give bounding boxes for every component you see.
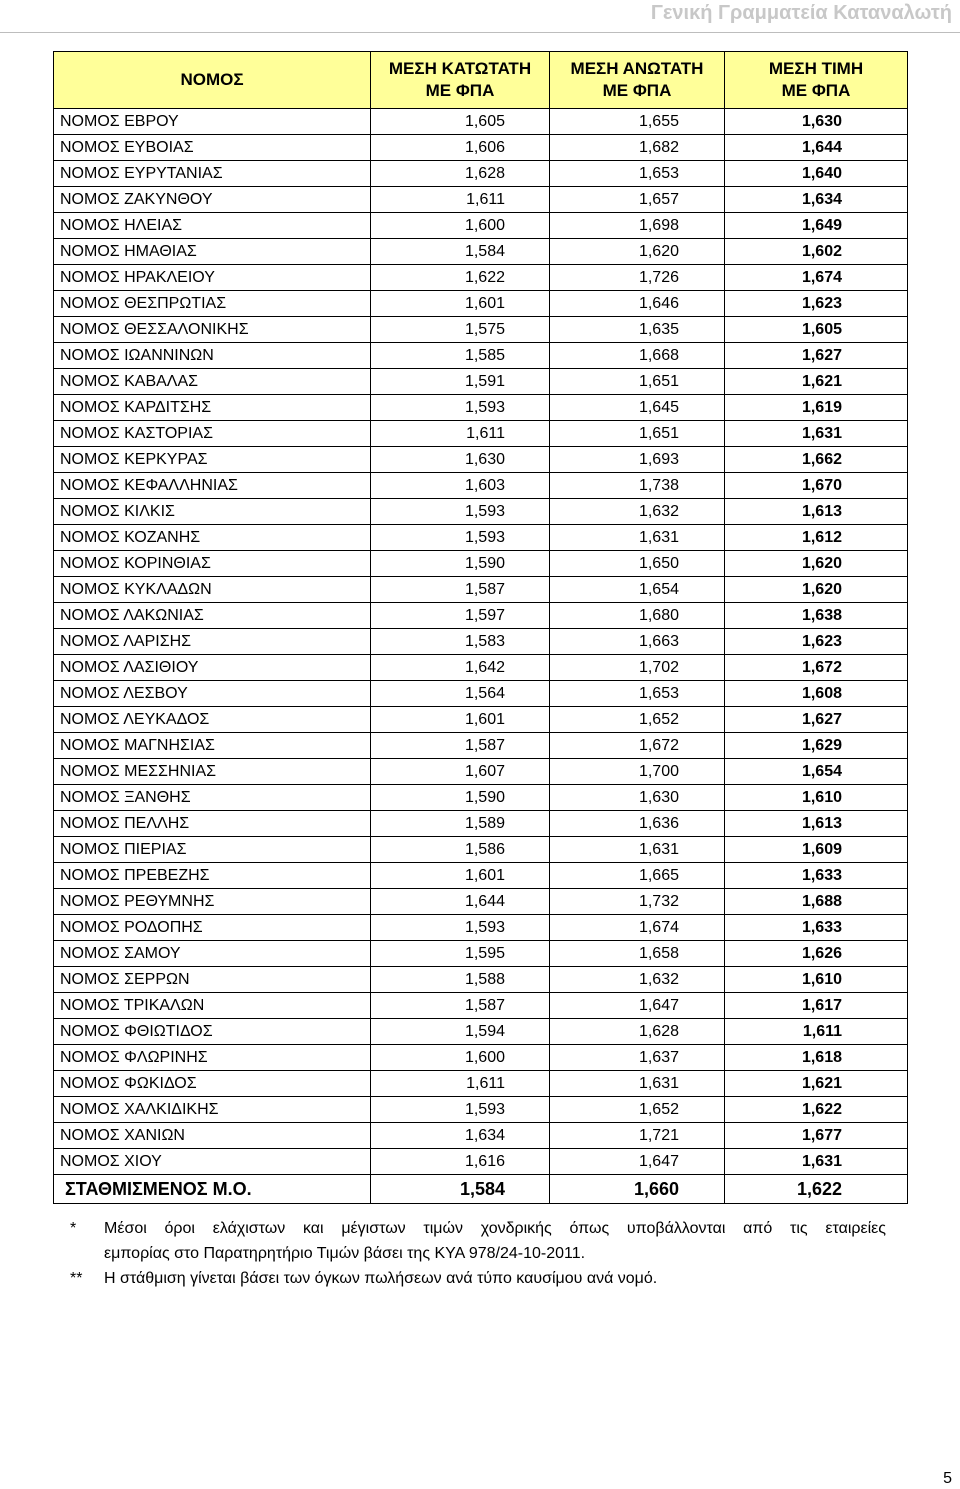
cell-avg: 1,612 [725,525,908,551]
cell-max: 1,650 [550,551,725,577]
cell-avg: 1,613 [725,499,908,525]
table-row [54,577,908,603]
cell-max: 1,732 [550,889,725,915]
table-row [54,239,908,265]
cell-avg: 1,670 [725,473,908,499]
cell-max: 1,672 [550,733,725,759]
header-divider [0,32,960,33]
cell-avg: 1,623 [725,291,908,317]
table-row [54,499,908,525]
cell-avg: 1,627 [725,343,908,369]
cell-min: 1,588 [371,967,550,993]
cell-avg: 1,623 [725,629,908,655]
table-row [54,135,908,161]
table-row [54,265,908,291]
cell-max: 1,636 [550,811,725,837]
cell-avg: 1,621 [725,369,908,395]
cell-min: 1,587 [371,733,550,759]
cell-nomos: ΝΟΜΟΣ ΛΑΡΙΣΗΣ [54,629,371,655]
cell-min: 1,590 [371,785,550,811]
cell-avg: 1,608 [725,681,908,707]
total-min: 1,584 [371,1175,550,1204]
table-row [54,1019,908,1045]
cell-nomos: ΝΟΜΟΣ ΡΕΘΥΜΝΗΣ [54,889,371,915]
cell-min: 1,591 [371,369,550,395]
cell-max: 1,680 [550,603,725,629]
footnote-1 [70,1216,886,1266]
cell-avg: 1,672 [725,655,908,681]
cell-min: 1,593 [371,499,550,525]
cell-min: 1,587 [371,577,550,603]
cell-nomos: ΝΟΜΟΣ ΚΥΚΛΑΔΩΝ [54,577,371,603]
cell-max: 1,652 [550,707,725,733]
cell-max: 1,700 [550,759,725,785]
table-row [54,811,908,837]
table-row [54,525,908,551]
cell-min: 1,628 [371,161,550,187]
cell-min: 1,583 [371,629,550,655]
table-row [54,213,908,239]
cell-nomos: ΝΟΜΟΣ ΕΥΒΟΙΑΣ [54,135,371,161]
table-row [54,759,908,785]
cell-nomos: ΝΟΜΟΣ ΤΡΙΚΑΛΩΝ [54,993,371,1019]
price-table [53,51,908,1204]
cell-avg: 1,619 [725,395,908,421]
cell-avg: 1,631 [725,1149,908,1175]
cell-avg: 1,620 [725,551,908,577]
table-row [54,1071,908,1097]
cell-min: 1,601 [371,863,550,889]
table-row [54,551,908,577]
cell-min: 1,611 [371,1071,550,1097]
cell-avg: 1,605 [725,317,908,343]
weighted-average-row [54,1175,908,1204]
cell-min: 1,586 [371,837,550,863]
cell-min: 1,622 [371,265,550,291]
cell-nomos: ΝΟΜΟΣ ΞΑΝΘΗΣ [54,785,371,811]
cell-max: 1,628 [550,1019,725,1045]
cell-min: 1,642 [371,655,550,681]
cell-min: 1,587 [371,993,550,1019]
cell-max: 1,702 [550,655,725,681]
table-row [54,603,908,629]
table-row [54,109,908,135]
cell-nomos: ΝΟΜΟΣ ΚΑΡΔΙΤΣΗΣ [54,395,371,421]
table-row [54,863,908,889]
cell-nomos: ΝΟΜΟΣ ΜΕΣΣΗΝΙΑΣ [54,759,371,785]
cell-nomos: ΝΟΜΟΣ ΚΟΖΑΝΗΣ [54,525,371,551]
cell-avg: 1,617 [725,993,908,1019]
cell-nomos: ΝΟΜΟΣ ΖΑΚΥΝΘΟΥ [54,187,371,213]
cell-max: 1,726 [550,265,725,291]
cell-avg: 1,644 [725,135,908,161]
cell-max: 1,651 [550,369,725,395]
cell-min: 1,593 [371,395,550,421]
cell-avg: 1,629 [725,733,908,759]
table-row [54,629,908,655]
table-row [54,889,908,915]
cell-max: 1,645 [550,395,725,421]
cell-nomos: ΝΟΜΟΣ ΚΕΡΚΥΡΑΣ [54,447,371,473]
cell-avg: 1,622 [725,1097,908,1123]
cell-nomos: ΝΟΜΟΣ ΧΑΛΚΙΔΙΚΗΣ [54,1097,371,1123]
cell-avg: 1,674 [725,265,908,291]
table-row [54,967,908,993]
cell-min: 1,601 [371,707,550,733]
cell-avg: 1,610 [725,785,908,811]
cell-avg: 1,626 [725,941,908,967]
column-header-max: ΜΕΣΗ ΑΝΩΤΑΤΗ ΜΕ ΦΠΑ [550,52,725,109]
table-row [54,941,908,967]
cell-max: 1,630 [550,785,725,811]
total-max: 1,660 [550,1175,725,1204]
cell-nomos: ΝΟΜΟΣ ΚΙΛΚΙΣ [54,499,371,525]
cell-max: 1,668 [550,343,725,369]
table-header-row [54,52,908,109]
table-row [54,785,908,811]
cell-nomos: ΝΟΜΟΣ ΛΑΚΩΝΙΑΣ [54,603,371,629]
cell-avg: 1,677 [725,1123,908,1149]
cell-avg: 1,602 [725,239,908,265]
cell-avg: 1,638 [725,603,908,629]
cell-nomos: ΝΟΜΟΣ ΛΕΣΒΟΥ [54,681,371,707]
table-body [54,109,908,1175]
cell-avg: 1,618 [725,1045,908,1071]
cell-max: 1,647 [550,1149,725,1175]
footnote-text: Η στάθμιση γίνεται βάσει των όγκων πωλήσεων ανά τύπο καυσίμου ανά νομό. [104,1270,658,1287]
cell-min: 1,593 [371,1097,550,1123]
cell-nomos: ΝΟΜΟΣ ΧΑΝΙΩΝ [54,1123,371,1149]
cell-nomos: ΝΟΜΟΣ ΗΡΑΚΛΕΙΟΥ [54,265,371,291]
cell-nomos: ΝΟΜΟΣ ΧΙΟΥ [54,1149,371,1175]
cell-nomos: ΝΟΜΟΣ ΦΩΚΙΔΟΣ [54,1071,371,1097]
table-row [54,395,908,421]
cell-max: 1,631 [550,837,725,863]
footnote-mark: * [70,1220,77,1237]
cell-nomos: ΝΟΜΟΣ ΕΥΡΥΤΑΝΙΑΣ [54,161,371,187]
cell-avg: 1,654 [725,759,908,785]
footnotes [70,1216,886,1291]
cell-avg: 1,688 [725,889,908,915]
cell-max: 1,654 [550,577,725,603]
cell-max: 1,637 [550,1045,725,1071]
cell-max: 1,698 [550,213,725,239]
cell-min: 1,611 [371,187,550,213]
cell-max: 1,738 [550,473,725,499]
cell-avg: 1,620 [725,577,908,603]
cell-min: 1,593 [371,915,550,941]
cell-min: 1,594 [371,1019,550,1045]
table-row [54,421,908,447]
cell-nomos: ΝΟΜΟΣ ΚΕΦΑΛΛΗΝΙΑΣ [54,473,371,499]
cell-max: 1,635 [550,317,725,343]
cell-max: 1,652 [550,1097,725,1123]
cell-min: 1,603 [371,473,550,499]
cell-max: 1,665 [550,863,725,889]
table-row [54,161,908,187]
table-row [54,681,908,707]
cell-nomos: ΝΟΜΟΣ ΠΕΛΛΗΣ [54,811,371,837]
footnote-mark: ** [70,1270,83,1287]
column-header-nomos: ΝΟΜΟΣ [54,52,371,109]
cell-nomos: ΝΟΜΟΣ ΛΑΣΙΘΙΟΥ [54,655,371,681]
table-row [54,369,908,395]
cell-max: 1,682 [550,135,725,161]
cell-avg: 1,634 [725,187,908,213]
total-avg: 1,622 [725,1175,908,1204]
cell-max: 1,658 [550,941,725,967]
cell-max: 1,647 [550,993,725,1019]
cell-avg: 1,627 [725,707,908,733]
cell-max: 1,620 [550,239,725,265]
cell-min: 1,584 [371,239,550,265]
table-row [54,707,908,733]
cell-min: 1,605 [371,109,550,135]
table-row [54,187,908,213]
cell-max: 1,674 [550,915,725,941]
cell-nomos: ΝΟΜΟΣ ΦΛΩΡΙΝΗΣ [54,1045,371,1071]
column-header-min: ΜΕΣΗ ΚΑΤΩΤΑΤΗ ΜΕ ΦΠΑ [371,52,550,109]
cell-max: 1,632 [550,967,725,993]
page-header-title: Γενική Γραμματεία Καταναλωτή [650,2,952,24]
cell-min: 1,616 [371,1149,550,1175]
cell-min: 1,600 [371,213,550,239]
cell-max: 1,693 [550,447,725,473]
cell-min: 1,606 [371,135,550,161]
footnote-2 [70,1266,886,1291]
table-row [54,993,908,1019]
cell-min: 1,607 [371,759,550,785]
cell-max: 1,646 [550,291,725,317]
table-row [54,915,908,941]
cell-max: 1,657 [550,187,725,213]
table-row [54,1123,908,1149]
cell-min: 1,575 [371,317,550,343]
cell-max: 1,653 [550,681,725,707]
cell-min: 1,601 [371,291,550,317]
cell-avg: 1,610 [725,967,908,993]
table-row [54,473,908,499]
cell-min: 1,590 [371,551,550,577]
cell-nomos: ΝΟΜΟΣ ΚΟΡΙΝΘΙΑΣ [54,551,371,577]
cell-nomos: ΝΟΜΟΣ ΡΟΔΟΠΗΣ [54,915,371,941]
cell-max: 1,655 [550,109,725,135]
cell-nomos: ΝΟΜΟΣ ΣΕΡΡΩΝ [54,967,371,993]
cell-min: 1,593 [371,525,550,551]
cell-min: 1,600 [371,1045,550,1071]
cell-min: 1,611 [371,421,550,447]
table-row [54,343,908,369]
cell-nomos: ΝΟΜΟΣ ΗΜΑΘΙΑΣ [54,239,371,265]
cell-nomos: ΝΟΜΟΣ ΜΑΓΝΗΣΙΑΣ [54,733,371,759]
cell-max: 1,663 [550,629,725,655]
cell-avg: 1,609 [725,837,908,863]
cell-avg: 1,613 [725,811,908,837]
table-row [54,655,908,681]
cell-nomos: ΝΟΜΟΣ ΚΑΒΑΛΑΣ [54,369,371,395]
footnote-text: Μέσοι όροι ελάχιστων και μέγιστων τιμών χονδρικής όπως υποβάλλονται από τις εταιρείες εμπορίας στο Παρατηρητήριο Τιμών βάσει της ΚΥΑ 978/24-10-2011. [104,1220,886,1262]
cell-avg: 1,633 [725,863,908,889]
cell-nomos: ΝΟΜΟΣ ΙΩΑΝΝΙΝΩΝ [54,343,371,369]
cell-max: 1,721 [550,1123,725,1149]
cell-max: 1,632 [550,499,725,525]
cell-max: 1,653 [550,161,725,187]
table-row [54,1097,908,1123]
cell-avg: 1,621 [725,1071,908,1097]
cell-nomos: ΝΟΜΟΣ ΘΕΣΣΑΛΟΝΙΚΗΣ [54,317,371,343]
cell-avg: 1,630 [725,109,908,135]
table-row [54,317,908,343]
cell-nomos: ΝΟΜΟΣ ΚΑΣΤΟΡΙΑΣ [54,421,371,447]
table-row [54,447,908,473]
cell-max: 1,651 [550,421,725,447]
cell-nomos: ΝΟΜΟΣ ΗΛΕΙΑΣ [54,213,371,239]
cell-nomos: ΝΟΜΟΣ ΠΙΕΡΙΑΣ [54,837,371,863]
table-row [54,837,908,863]
cell-min: 1,564 [371,681,550,707]
cell-avg: 1,611 [725,1019,908,1045]
cell-nomos: ΝΟΜΟΣ ΠΡΕΒΕΖΗΣ [54,863,371,889]
cell-nomos: ΝΟΜΟΣ ΣΑΜΟΥ [54,941,371,967]
cell-avg: 1,633 [725,915,908,941]
cell-nomos: ΝΟΜΟΣ ΕΒΡΟΥ [54,109,371,135]
table-row [54,1149,908,1175]
cell-avg: 1,640 [725,161,908,187]
cell-min: 1,630 [371,447,550,473]
cell-min: 1,589 [371,811,550,837]
table-row [54,291,908,317]
cell-max: 1,631 [550,525,725,551]
cell-min: 1,595 [371,941,550,967]
column-header-avg: ΜΕΣΗ ΤΙΜΗ ΜΕ ΦΠΑ [725,52,908,109]
cell-min: 1,585 [371,343,550,369]
cell-avg: 1,631 [725,421,908,447]
cell-min: 1,597 [371,603,550,629]
cell-nomos: ΝΟΜΟΣ ΘΕΣΠΡΩΤΙΑΣ [54,291,371,317]
cell-nomos: ΝΟΜΟΣ ΛΕΥΚΑΔΟΣ [54,707,371,733]
cell-min: 1,644 [371,889,550,915]
cell-avg: 1,649 [725,213,908,239]
cell-max: 1,631 [550,1071,725,1097]
cell-avg: 1,662 [725,447,908,473]
table-row [54,1045,908,1071]
total-label: ΣΤΑΘΜΙΣΜΕΝΟΣ Μ.Ο. [54,1175,371,1204]
cell-min: 1,634 [371,1123,550,1149]
page-number: 5 [943,1470,952,1487]
table-row [54,733,908,759]
cell-nomos: ΝΟΜΟΣ ΦΘΙΩΤΙΔΟΣ [54,1019,371,1045]
